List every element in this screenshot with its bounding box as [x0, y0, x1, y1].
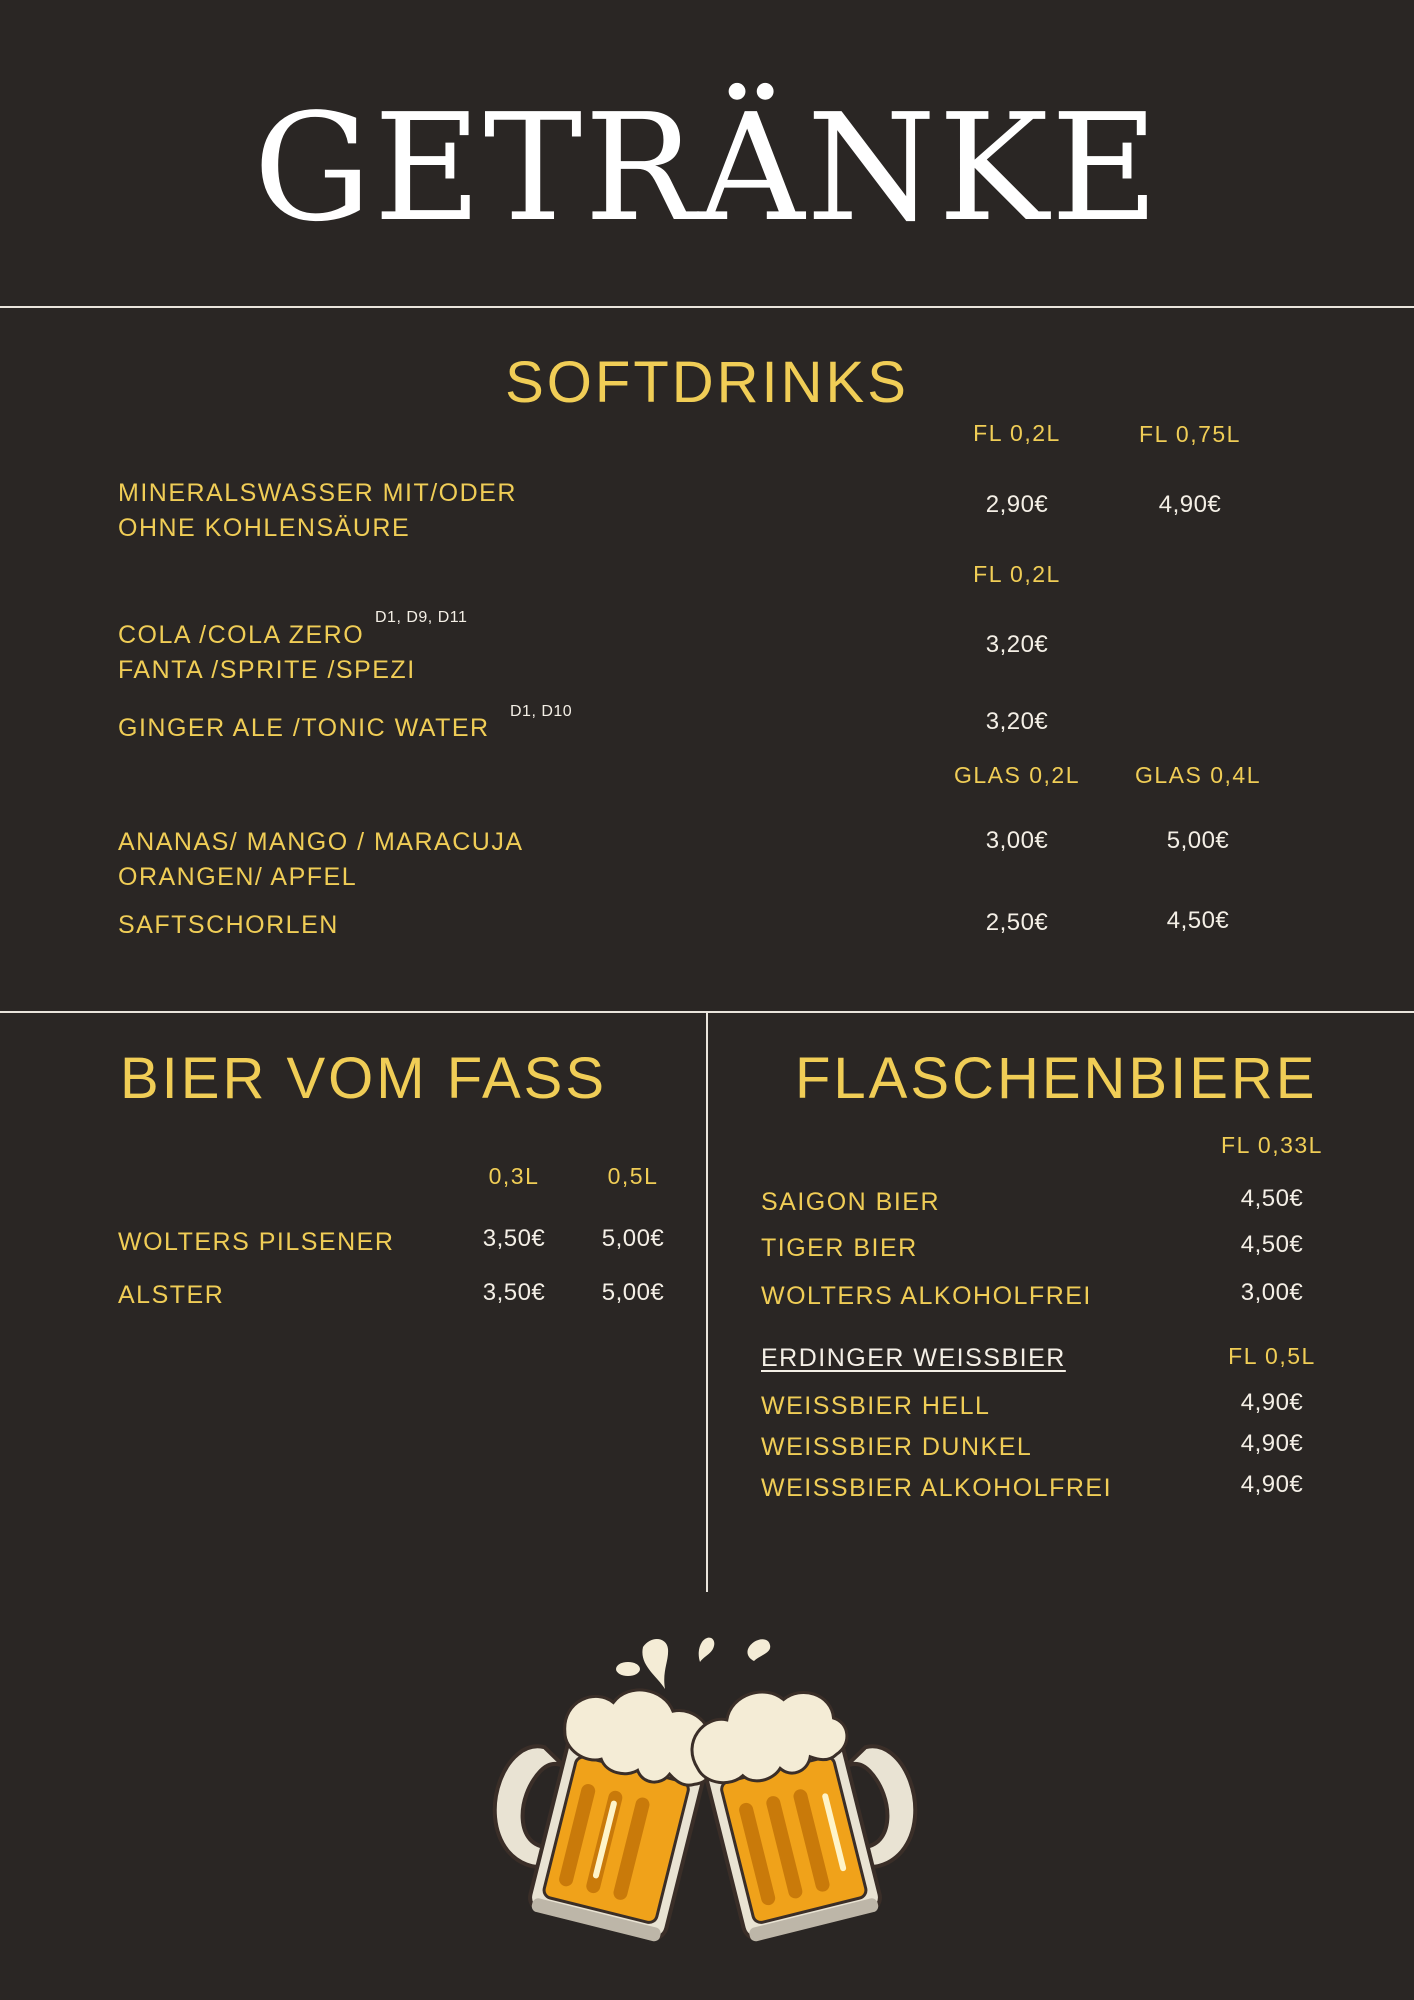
col-header-glas02: GLAS 0,2L: [953, 762, 1081, 788]
schorle: SAFTSCHORLEN: [118, 911, 339, 939]
mineral-line1: MINERALSWASSER MIT/ODER: [118, 479, 517, 507]
fass-item-name: ALSTER: [118, 1281, 225, 1309]
col-header-fl075: FL 0,75L: [1139, 421, 1241, 447]
col-header-fl02-b: FL 0,2L: [973, 561, 1061, 587]
weiss-item-name: WEISSBIER HELL: [761, 1392, 991, 1420]
schorle-price-large: 4,50€: [1166, 907, 1230, 934]
page-title: GETRÄNKE: [253, 82, 1161, 254]
divider-vertical: [706, 1012, 708, 1592]
erdinger-col-05: FL 0,5L: [1228, 1343, 1316, 1369]
ginger-price: 3,20€: [985, 708, 1049, 735]
flaschen-item-name: SAIGON BIER: [761, 1188, 941, 1216]
mineral-price-small: 2,90€: [985, 491, 1049, 518]
weiss-item-name: WEISSBIER DUNKEL: [761, 1433, 1033, 1461]
fass-item-price-05: 5,00€: [601, 1279, 665, 1306]
flaschen-col-033: FL 0,33L: [1221, 1132, 1323, 1158]
mineral-price-large: 4,90€: [1158, 491, 1222, 518]
erdinger-subheading: ERDINGER WEISSBIER: [761, 1344, 1066, 1372]
juice-line1: ANANAS/ MANGO / MARACUJA: [118, 828, 524, 856]
juice-price-small: 3,00€: [985, 827, 1049, 854]
weiss-item-price: 4,90€: [1240, 1389, 1304, 1416]
mineral-line2: OHNE KOHLENSÄURE: [118, 514, 411, 542]
fass-heading: BIER VOM FASS: [120, 1046, 607, 1111]
flaschen-item-price: 4,50€: [1240, 1231, 1304, 1258]
flaschen-item-price: 4,50€: [1240, 1185, 1304, 1212]
weiss-item-price: 4,90€: [1240, 1430, 1304, 1457]
softdrinks-heading: SOFTDRINKS: [505, 350, 909, 415]
cola-additives: D1, D9, D11: [375, 609, 468, 626]
fass-item-price-03: 3,50€: [482, 1225, 546, 1252]
cola-line2: FANTA /SPRITE /SPEZI: [118, 656, 416, 684]
col-header-glas04: GLAS 0,4L: [1134, 762, 1262, 788]
fass-item-name: WOLTERS PILSENER: [118, 1228, 395, 1256]
fass-col-03: 0,3L: [488, 1163, 540, 1189]
flaschen-item-name: TIGER BIER: [761, 1234, 918, 1262]
ginger-ale: GINGER ALE /TONIC WATER: [118, 714, 490, 742]
divider-top: [0, 306, 1414, 308]
weiss-item-name: WEISSBIER ALKOHOLFREI: [761, 1474, 1113, 1502]
ginger-additives: D1, D10: [510, 703, 573, 720]
fass-col-05: 0,5L: [607, 1163, 659, 1189]
fass-item-price-03: 3,50€: [482, 1279, 546, 1306]
fass-item-price-05: 5,00€: [601, 1225, 665, 1252]
juice-line2: ORANGEN/ APFEL: [118, 863, 358, 891]
weiss-item-price: 4,90€: [1240, 1471, 1304, 1498]
flaschen-item-name: WOLTERS ALKOHOLFREI: [761, 1282, 1092, 1310]
flaschen-heading: FLASCHENBIERE: [795, 1046, 1318, 1111]
flaschen-item-price: 3,00€: [1240, 1279, 1304, 1306]
juice-price-large: 5,00€: [1166, 827, 1230, 854]
cola-line1: COLA /COLA ZERO: [118, 621, 365, 649]
cola-price: 3,20€: [985, 631, 1049, 658]
col-header-fl02: FL 0,2L: [973, 420, 1061, 446]
schorle-price-small: 2,50€: [985, 909, 1049, 936]
beer-mugs-icon: [480, 1625, 930, 1955]
